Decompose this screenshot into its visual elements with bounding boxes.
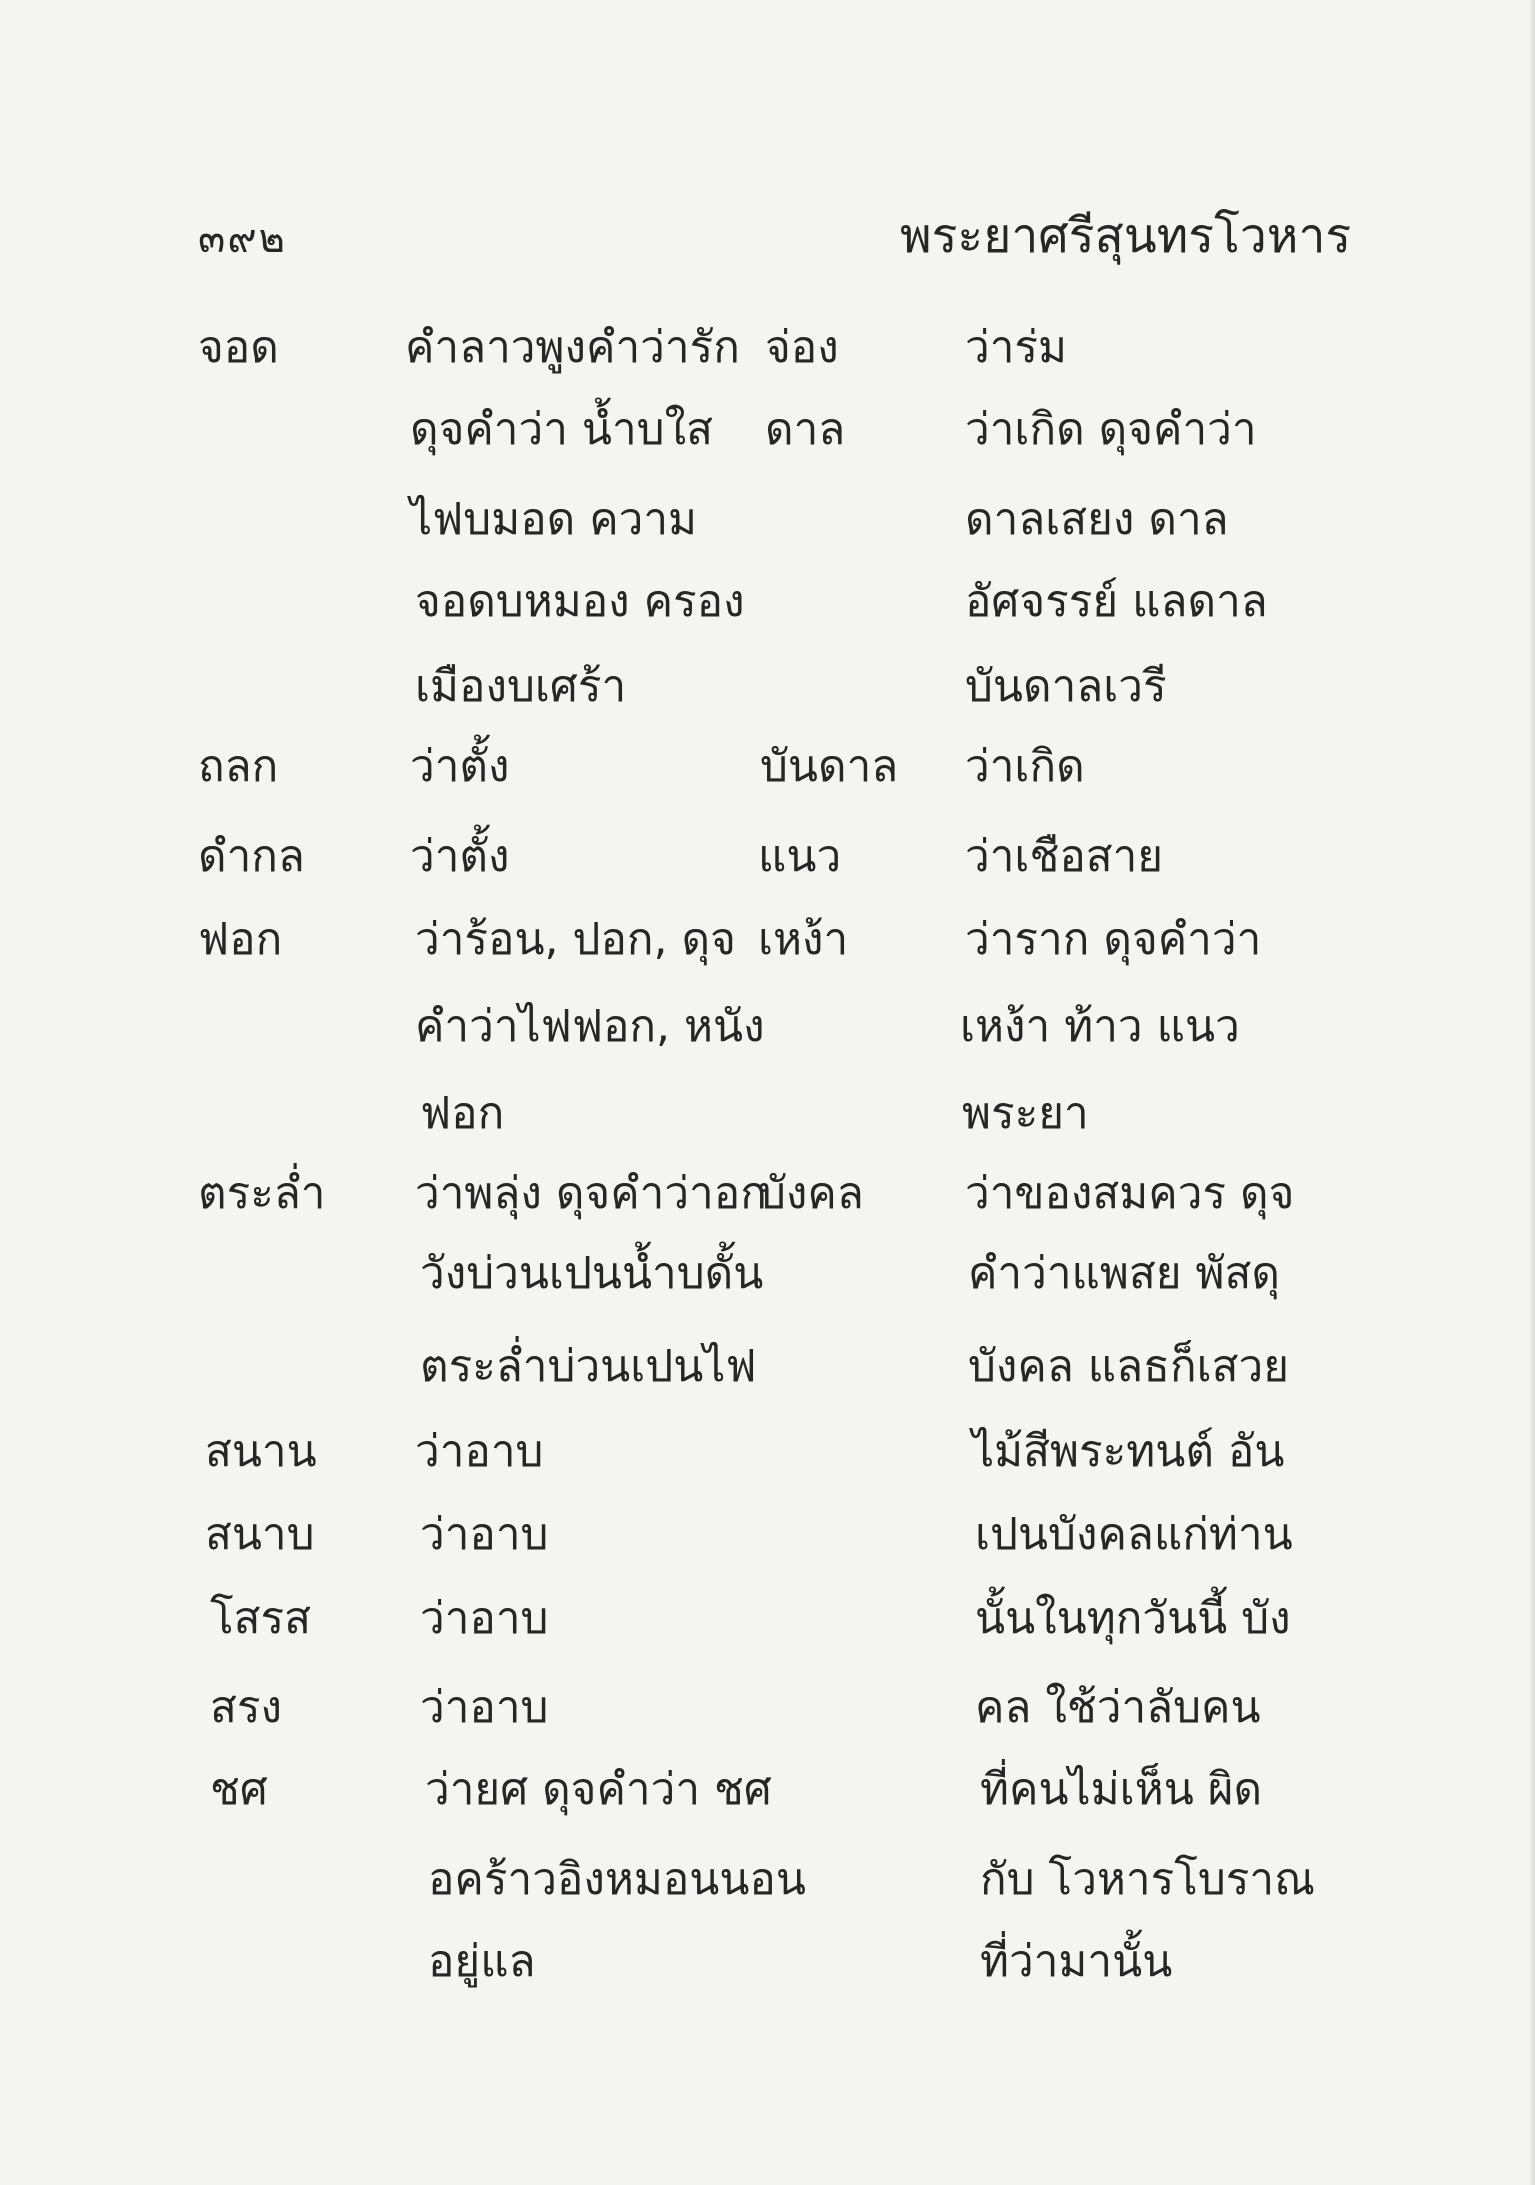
definition-line: ว่าเกิด bbox=[965, 741, 1085, 792]
definition-line: ที่ว่ามานั้น bbox=[980, 1936, 1173, 1987]
headword: บังคล bbox=[758, 1168, 864, 1219]
definition-line: คำว่าแพสย พัสดุ bbox=[968, 1248, 1280, 1299]
definition-line: นั้นในทุกวันนี้ บัง bbox=[975, 1593, 1291, 1644]
definition-line: บันดาลเวรี bbox=[965, 661, 1167, 712]
definition-line: พระยา bbox=[962, 1088, 1089, 1139]
headword: โสรส bbox=[210, 1593, 311, 1644]
definition-line: คล ใช้ว่าลับคน bbox=[975, 1682, 1261, 1733]
running-title: พระยาศรีสุนทรโวหาร bbox=[900, 208, 1352, 264]
definition-line: ว่าตั้ง bbox=[410, 831, 510, 882]
definition-line: ว่าราก ดุจคำว่า bbox=[965, 914, 1262, 965]
definition-line: คำลาวพูงคำว่ารัก bbox=[405, 322, 740, 373]
definition-line: เหง้า ท้าว แนว bbox=[960, 1001, 1240, 1052]
definition-line: ว่าพลุ่ง ดุจคำว่าอก bbox=[415, 1168, 767, 1219]
headword: เหง้า bbox=[758, 914, 849, 965]
headword: ชศ bbox=[210, 1764, 268, 1815]
definition-line: ว่าเกิด ดุจคำว่า bbox=[965, 404, 1257, 455]
headword: ดาล bbox=[765, 404, 846, 455]
definition-line: ว่ายศ ดุจคำว่า ชศ bbox=[425, 1764, 772, 1815]
headword: จ่อง bbox=[765, 322, 839, 373]
headword: บันดาล bbox=[760, 741, 899, 792]
headword: ตระล่ำ bbox=[198, 1168, 326, 1219]
definition-line: ว่าเชือสาย bbox=[965, 831, 1164, 882]
headword: จอด bbox=[198, 322, 279, 373]
definition-line: ว่าอาบ bbox=[420, 1682, 549, 1733]
definition-line: ว่าของสมควร ดุจ bbox=[965, 1168, 1295, 1219]
definition-line: ว่าร่ม bbox=[965, 322, 1068, 373]
definition-line: จอดบหมอง ครอง bbox=[415, 576, 745, 627]
definition-line: วังบ่วนเปนน้ำบดั้น bbox=[420, 1248, 764, 1299]
definition-line: กับ โวหารโบราณ bbox=[980, 1854, 1315, 1905]
definition-line: ฟอก bbox=[420, 1088, 505, 1139]
headword: แนว bbox=[758, 831, 842, 882]
definition-line: อัศจรรย์ แลดาล bbox=[965, 576, 1268, 627]
definition-line: ว่าอาบ bbox=[420, 1509, 549, 1560]
page-edge-shadow bbox=[1529, 0, 1535, 2185]
definition-line: ว่าอาบ bbox=[420, 1593, 549, 1644]
definition-line: คำว่าไฟฟอก, หนัง bbox=[415, 1001, 765, 1052]
definition-line: ว่าอาบ bbox=[415, 1426, 544, 1477]
headword: สรง bbox=[210, 1682, 282, 1733]
definition-line: ตระล่ำบ่วนเปนไฟ bbox=[420, 1341, 757, 1392]
headword: ดำกล bbox=[198, 831, 305, 882]
definition-line: ว่าร้อน, ปอก, ดุจ bbox=[415, 914, 736, 965]
definition-line: เปนบังคลแก่ท่าน bbox=[975, 1509, 1293, 1560]
headword: สนาน bbox=[205, 1426, 317, 1477]
definition-line: ว่าตั้ง bbox=[410, 741, 510, 792]
definition-line: อคร้าวอิงหมอนนอน bbox=[428, 1854, 806, 1905]
definition-line: ดุจคำว่า น้ำบใส bbox=[410, 404, 713, 455]
headword: ถลก bbox=[198, 741, 279, 792]
definition-line: ดาลเสยง ดาล bbox=[965, 494, 1229, 545]
headword: สนาบ bbox=[205, 1509, 315, 1560]
definition-line: ที่คนไม่เห็น ผิด bbox=[980, 1764, 1263, 1815]
definition-line: ไม้สีพระทนต์ อัน bbox=[972, 1426, 1285, 1477]
definition-line: เมืองบเศร้า bbox=[415, 661, 627, 712]
definition-line: ไฟบมอด ความ bbox=[410, 494, 698, 545]
definition-line: บังคล แลธก็เสวย bbox=[968, 1341, 1289, 1392]
headword: ฟอก bbox=[198, 914, 283, 965]
definition-line: อยู่แล bbox=[428, 1936, 536, 1987]
page-number: ๓๙๒ bbox=[198, 216, 288, 262]
